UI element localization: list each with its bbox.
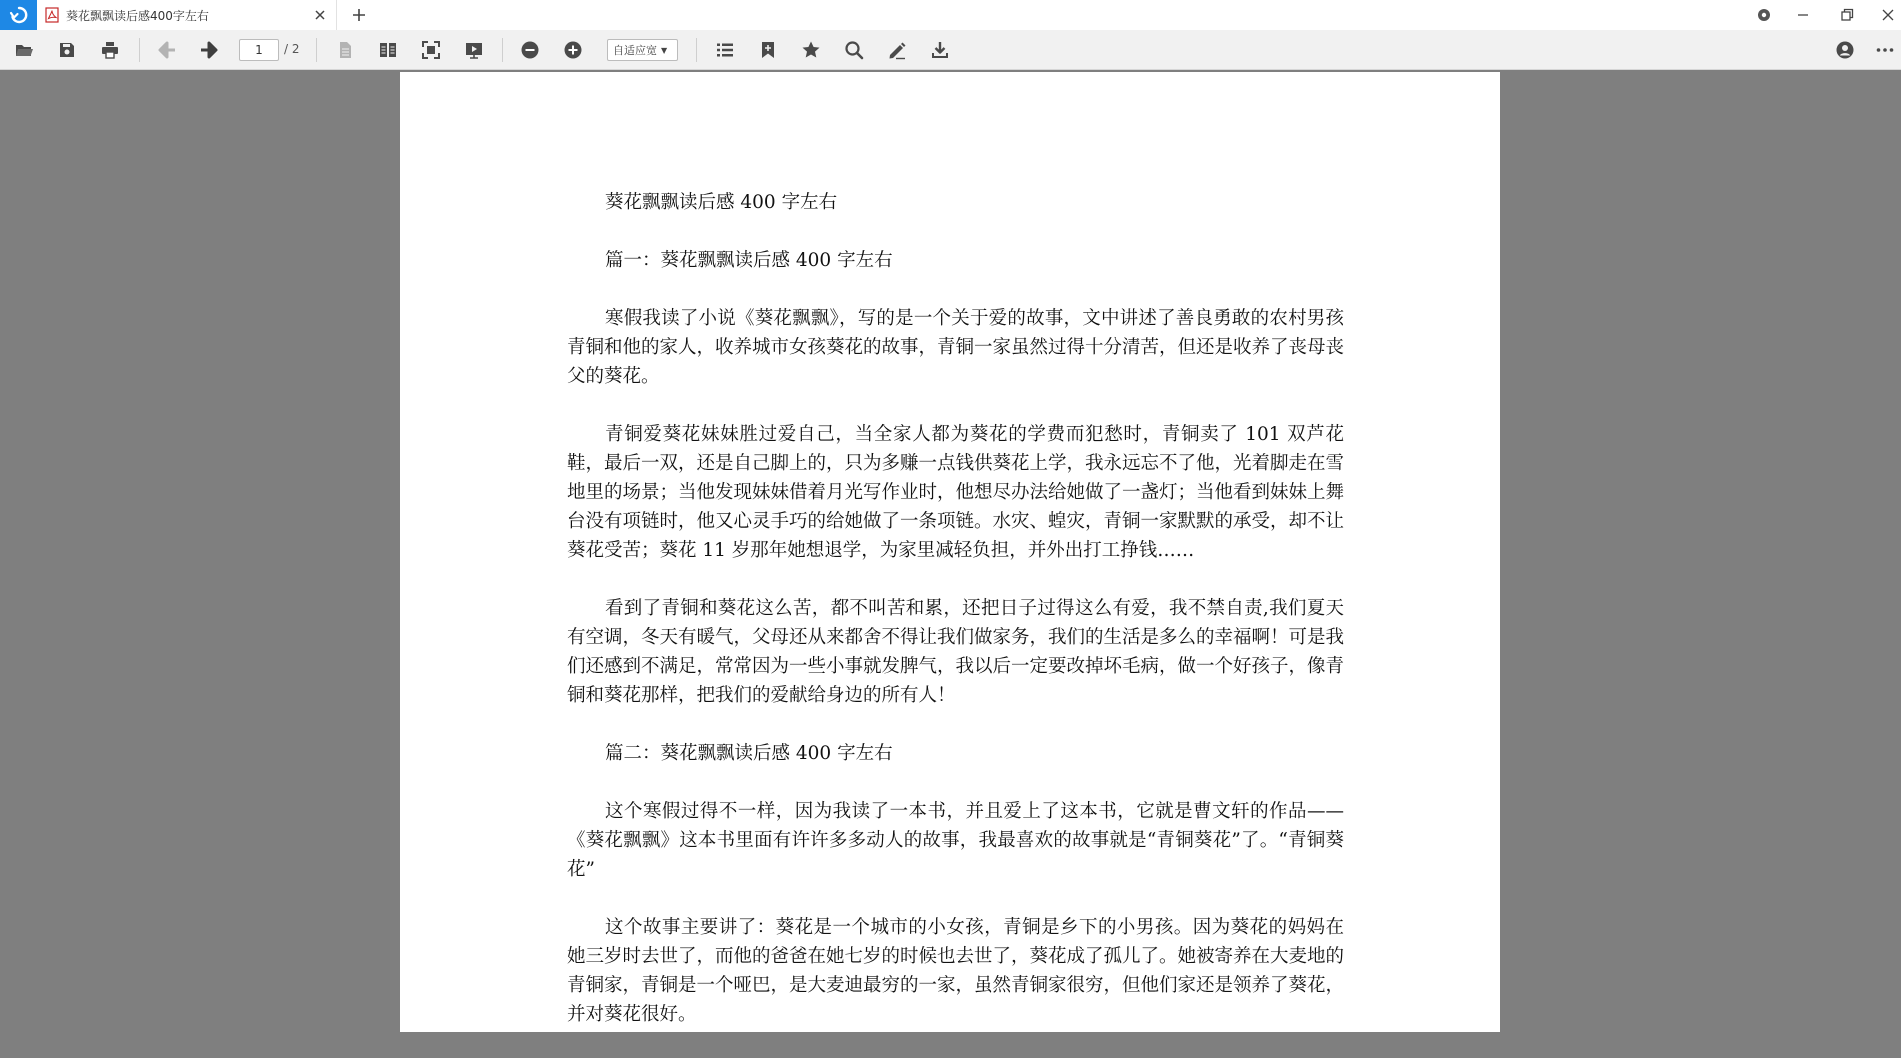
pen-icon bbox=[887, 40, 907, 60]
toolbar-divider bbox=[502, 38, 503, 62]
settings-icon[interactable] bbox=[1755, 6, 1773, 24]
toolbar-divider bbox=[316, 38, 317, 62]
favorite-button[interactable] bbox=[800, 39, 822, 61]
single-page-icon bbox=[335, 40, 355, 60]
new-tab-icon[interactable] bbox=[350, 6, 368, 24]
annotate-button[interactable] bbox=[886, 39, 908, 61]
save-icon bbox=[57, 40, 77, 60]
body-paragraph: 寒假我读了小说《葵花飘飘》，写的是一个关于爱的故事，文中讲述了善良勇敢的农村男孩青铜和他的家人，收养城市女孩葵花的故事，青铜一家虽然过得十分清苦，但还是收养了丧母丧父的葵花。 bbox=[567, 308, 1345, 387]
outline-button[interactable] bbox=[714, 39, 736, 61]
pdf-page bbox=[400, 72, 1500, 1032]
printer-icon bbox=[100, 40, 120, 60]
toolbar-divider bbox=[139, 38, 140, 62]
bookmark-add-icon bbox=[758, 40, 778, 60]
fullscreen-icon bbox=[421, 40, 441, 60]
add-bookmark-button[interactable] bbox=[757, 39, 779, 61]
body-paragraph: 青铜爱葵花妹妹胜过爱自己，当全家人都为葵花的学费而犯愁时，青铜卖了 101 双芦花鞋，最后一双，还是自己脚上的，只为多赚一点钱供葵花上学，我永远忘不了他，光着脚走在雪地里的场景；当他发现妹妹借着月光写作业时，他想尽办法给她做了一盏灯；当他看到妹妹上舞台没有项链时，他又心灵手巧的给她做了一条项链。水灾、蝗灾，青铜一家默默的承受，却不让葵花受苦；葵花 11 岁那年她想退学，为家里减轻负担，并外出打工挣钱…… bbox=[567, 424, 1345, 561]
section-heading: 篇一：葵花飘飘读后感 400 字左右 bbox=[605, 250, 893, 271]
zoom-level-value: 自适应宽 bbox=[613, 44, 657, 57]
user-circle-icon bbox=[1835, 40, 1855, 60]
folder-open-icon bbox=[14, 40, 34, 60]
chevron-down-icon: ▼ bbox=[661, 45, 668, 55]
save-button[interactable] bbox=[56, 39, 78, 61]
minus-circle-icon bbox=[520, 40, 540, 60]
document-viewer[interactable] bbox=[0, 70, 1901, 1025]
print-button[interactable] bbox=[99, 39, 121, 61]
document-tab[interactable] bbox=[37, 0, 337, 30]
two-page-view-button[interactable] bbox=[377, 39, 399, 61]
close-window-icon[interactable] bbox=[1879, 6, 1897, 24]
list-icon bbox=[715, 40, 735, 60]
download-button[interactable] bbox=[929, 39, 951, 61]
arrow-right-icon bbox=[199, 40, 219, 60]
toolbar-divider bbox=[696, 38, 697, 62]
more-dots-icon bbox=[1875, 40, 1895, 60]
book-open-icon bbox=[378, 40, 398, 60]
body-paragraph: 看到了青铜和葵花这么苦，都不叫苦和累，还把日子过得这么有爱，我不禁自责,我们夏天有空调，冬天有暖气，父母还从来都舍不得让我们做家务，我们的生活是多么的幸福啊！可是我们还感到不满足，常常因为一些小事就发脾气，我以后一定要改掉坏毛病，做一个好孩子，像青铜和葵花那样，把我们的爱献给身边的所有人！ bbox=[567, 598, 1345, 706]
arrow-left-icon bbox=[157, 40, 177, 60]
document-title: 葵花飘飘读后感 400 字左右 bbox=[605, 192, 838, 213]
zoom-out-button[interactable] bbox=[519, 39, 541, 61]
close-tab-icon[interactable] bbox=[312, 7, 328, 23]
pdf-file-icon bbox=[44, 7, 60, 23]
more-options-button[interactable] bbox=[1874, 39, 1896, 61]
search-icon bbox=[844, 40, 864, 60]
presentation-icon bbox=[464, 40, 484, 60]
download-icon bbox=[930, 40, 950, 60]
star-icon bbox=[801, 40, 821, 60]
zoom-level-select[interactable] bbox=[607, 39, 678, 61]
minimize-icon[interactable] bbox=[1794, 6, 1812, 24]
page-number-input[interactable] bbox=[239, 39, 279, 61]
toolbar bbox=[0, 30, 1901, 70]
previous-page-button[interactable] bbox=[156, 39, 178, 61]
single-page-view-button[interactable] bbox=[334, 39, 356, 61]
page-total: / 2 bbox=[284, 42, 300, 56]
body-paragraph: 这个寒假过得不一样，因为我读了一本书，并且爱上了这本书，它就是曹文轩的作品—— 《葵花飘飘》这本书里面有许许多多动人的故事，我最喜欢的故事就是“青铜葵花”了。“青铜葵花” bbox=[567, 801, 1344, 880]
app-logo-icon bbox=[9, 5, 29, 25]
zoom-in-button[interactable] bbox=[562, 39, 584, 61]
account-button[interactable] bbox=[1834, 39, 1856, 61]
plus-circle-icon bbox=[563, 40, 583, 60]
next-page-button[interactable] bbox=[198, 39, 220, 61]
app-menu-button[interactable] bbox=[0, 0, 37, 30]
section-heading: 篇二：葵花飘飘读后感 400 字左右 bbox=[605, 743, 893, 764]
fit-page-button[interactable] bbox=[420, 39, 442, 61]
presentation-mode-button[interactable] bbox=[463, 39, 485, 61]
tab-bar bbox=[0, 0, 1901, 31]
open-file-button[interactable] bbox=[13, 39, 35, 61]
restore-icon[interactable] bbox=[1838, 6, 1856, 24]
search-button[interactable] bbox=[843, 39, 865, 61]
body-paragraph: 这个故事主要讲了：葵花是一个城市的小女孩，青铜是乡下的小男孩。因为葵花的妈妈在她三岁时去世了，而他的爸爸在她七岁的时候也去世了，葵花成了孤儿了。她被寄养在大麦地的青铜家，青铜是一个哑巴，是大麦迪最穷的一家，虽然青铜家很穷，但他们家还是领养了葵花，并对葵花很好。 bbox=[567, 917, 1345, 1025]
tab-title: 葵花飘飘读后感400字左右 bbox=[66, 8, 209, 23]
page-content bbox=[567, 188, 1344, 1058]
